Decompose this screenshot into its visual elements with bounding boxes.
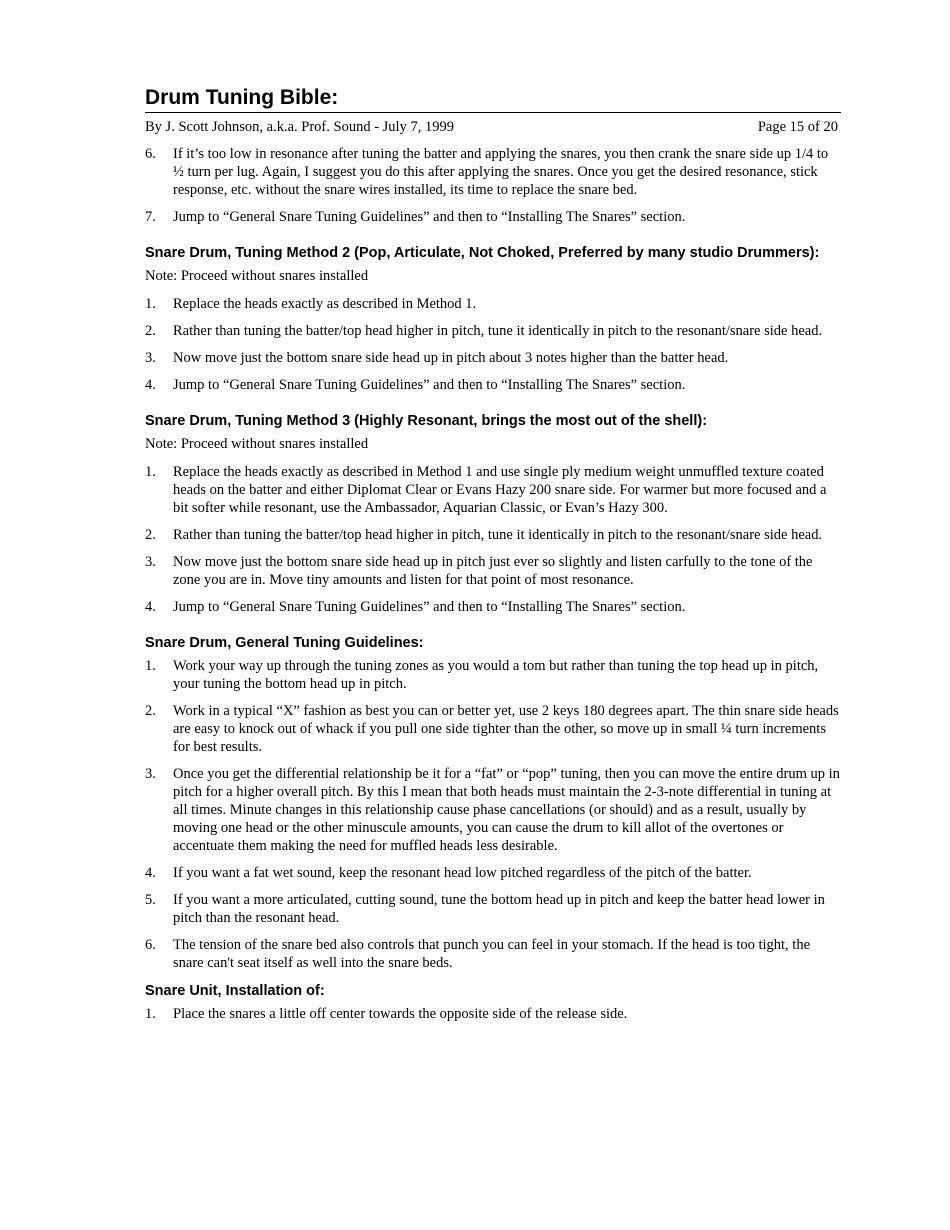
- item-text: Work in a typical “X” fashion as best you can or better yet, use 2 keys 180 degrees apart. The thin snare side heads are easy to knock out of whack if you pull one side tighter than the other, so move up in small ¼ turn increments for best results.: [173, 703, 839, 755]
- item-number: 6.: [145, 937, 156, 953]
- section-note: Note: Proceed without snares installed: [145, 436, 369, 452]
- item-number: 3.: [145, 554, 156, 570]
- item-number: 1.: [145, 296, 156, 312]
- item-text: If you want a more articulated, cutting sound, tune the bottom head up in pitch and keep the batter head lower in pitch than the resonant head.: [173, 892, 825, 926]
- author-date: By J. Scott Johnson, a.k.a. Prof. Sound - July 7, 1999: [145, 119, 454, 135]
- item-text: Once you get the differential relationship be it for a “fat” or “pop” tuning, then you can move the entire drum up in pitch for a higher overall pitch. By this I mean that both heads must maintain the 2-3-note differential in tuning at all times. Minute changes in this relationship cause phase cancellations (or should) and as a result, usually by moving one head or the other minuscule amounts, you can cause the drum to kill allot of the overtones or accentuate them making the need for muffled heads less desirable.: [173, 766, 840, 854]
- item-number: 4.: [145, 865, 156, 881]
- list-item: [145, 322, 840, 340]
- list-item: [145, 936, 840, 972]
- item-number: 1.: [145, 464, 156, 480]
- header-rule: [145, 112, 841, 113]
- item-number: 4.: [145, 377, 156, 393]
- item-text: Replace the heads exactly as described in Method 1 and use single ply medium weight unmuffled texture coated heads on the batter and either Diplomat Clear or Evans Hazy 200 snare side. For warmer but more focused and a bit softer while resonant, use the Ambassador, Aquarian Classic, or Evan’s Hazy 300.: [173, 464, 827, 516]
- item-text: Rather than tuning the batter/top head higher in pitch, tune it identically in pitch to the resonant/snare side head.: [173, 527, 823, 543]
- item-number: 2.: [145, 323, 156, 339]
- list-item: [145, 598, 840, 616]
- item-text: Replace the heads exactly as described in Method 1.: [173, 296, 477, 312]
- item-number: 7.: [145, 209, 156, 225]
- item-text: Now move just the bottom snare side head up in pitch about 3 notes higher than the batter head.: [173, 350, 729, 366]
- section-heading-method-2: Snare Drum, Tuning Method 2 (Pop, Articulate, Not Choked, Preferred by many studio Drummers):: [145, 245, 820, 261]
- item-text: Rather than tuning the batter/top head higher in pitch, tune it identically in pitch to the resonant/snare side head.: [173, 323, 823, 339]
- list-item: [145, 376, 840, 394]
- item-number: 3.: [145, 350, 156, 366]
- item-text: Now move just the bottom snare side head up in pitch just ever so slightly and listen carfully to the tone of the zone you are in. Move tiny amounts and listen for that point of most resonance.: [173, 554, 813, 588]
- item-number: 3.: [145, 766, 156, 782]
- item-text: The tension of the snare bed also controls that punch you can feel in your stomach. If the head is too tight, the snare can't seat itself as well into the snare beds.: [173, 937, 811, 971]
- list-item: [145, 526, 840, 544]
- item-text: Jump to “General Snare Tuning Guidelines” and then to “Installing The Snares” section.: [173, 209, 686, 225]
- item-number: 2.: [145, 703, 156, 719]
- list-item: [145, 657, 840, 693]
- item-text: Place the snares a little off center towards the opposite side of the release side.: [173, 1006, 628, 1022]
- item-text: If you want a fat wet sound, keep the resonant head low pitched regardless of the pitch of the batter.: [173, 865, 752, 881]
- list-item: [145, 702, 840, 756]
- document-title: Drum Tuning Bible:: [145, 86, 339, 109]
- list-item: [145, 553, 840, 589]
- item-number: 6.: [145, 146, 156, 162]
- item-text: Jump to “General Snare Tuning Guidelines” and then to “Installing The Snares” section.: [173, 377, 686, 393]
- item-text: If it’s too low in resonance after tuning the batter and applying the snares, you then crank the snare side up 1/4 to ½ turn per lug. Again, I suggest you do this after applying the snares. Once you get the desired resonance, stick response, etc. without the snare wires installed, its time to replace the snare bed.: [173, 146, 829, 198]
- section-heading-guidelines: Snare Drum, General Tuning Guidelines:: [145, 635, 424, 651]
- byline-row: [145, 118, 838, 136]
- item-number: 5.: [145, 892, 156, 908]
- list-item: [145, 463, 840, 517]
- list-item: [145, 295, 840, 313]
- page-number: Page 15 of 20: [757, 119, 838, 135]
- list-item: [145, 145, 840, 199]
- list-item: [145, 349, 840, 367]
- list-item: [145, 891, 840, 927]
- section-heading-installation: Snare Unit, Installation of:: [145, 983, 325, 999]
- item-number: 1.: [145, 658, 156, 674]
- list-item: [145, 864, 840, 882]
- section-heading-method-3: Snare Drum, Tuning Method 3 (Highly Resonant, brings the most out of the shell):: [145, 413, 708, 429]
- item-number: 1.: [145, 1006, 156, 1022]
- document-body: [145, 145, 840, 1032]
- list-item: [145, 208, 840, 226]
- item-number: 4.: [145, 599, 156, 615]
- item-text: Jump to “General Snare Tuning Guidelines” and then to “Installing The Snares” section.: [173, 599, 686, 615]
- item-number: 2.: [145, 527, 156, 543]
- list-item: [145, 765, 840, 855]
- item-text: Work your way up through the tuning zones as you would a tom but rather than tuning the top head up in pitch, your tuning the bottom head up in pitch.: [173, 658, 819, 692]
- section-note: Note: Proceed without snares installed: [145, 268, 369, 284]
- list-item: [145, 1005, 840, 1023]
